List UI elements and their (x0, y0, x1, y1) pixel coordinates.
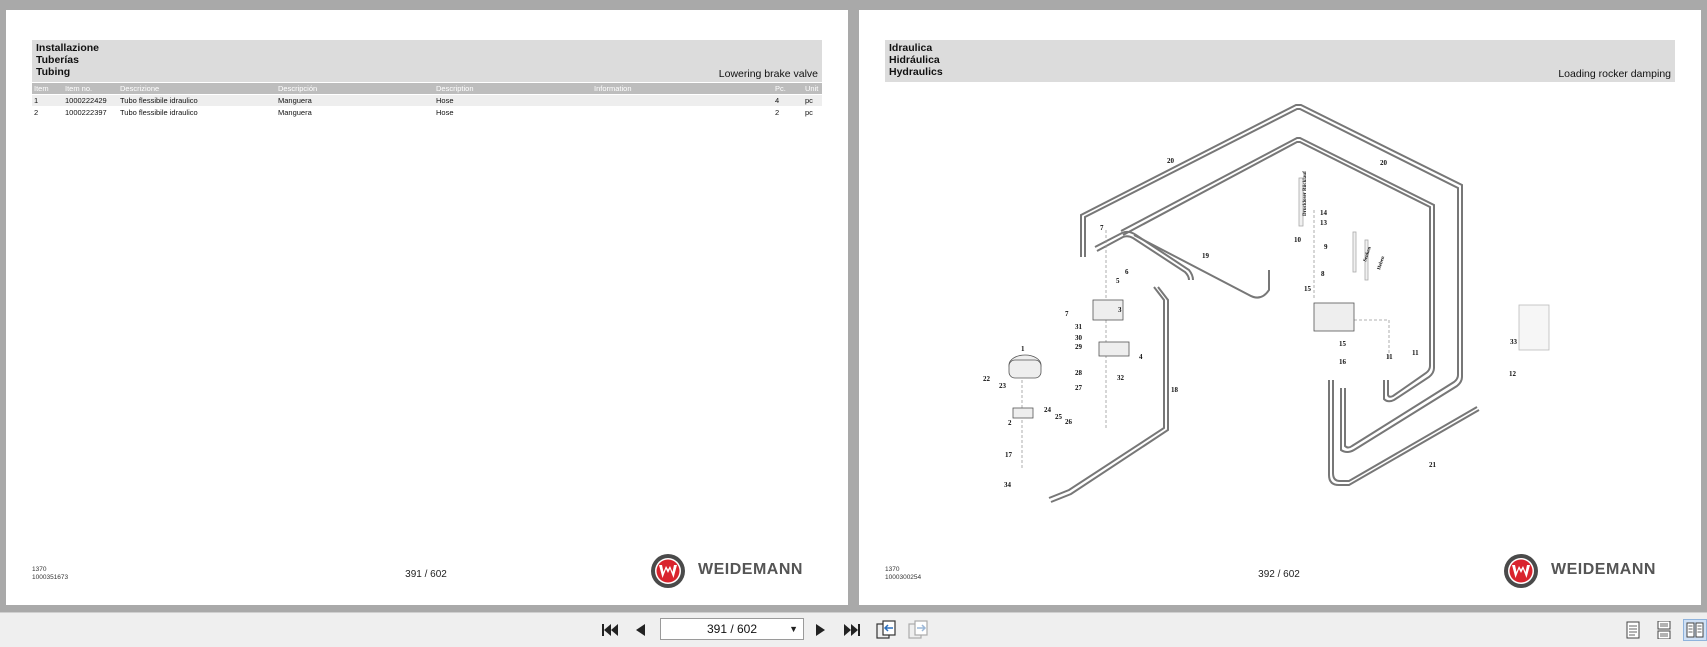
continuous-page-view-button[interactable] (1652, 619, 1676, 641)
footer-id (32, 566, 68, 582)
go-back-icon (875, 620, 897, 640)
label-20: 20 (1380, 159, 1387, 167)
col-descrizione: Descrizione (120, 84, 160, 93)
label-31: 31 (1075, 323, 1082, 331)
page-indicator: 391 / 602 (706, 622, 758, 636)
label-19: 19 (1202, 252, 1209, 260)
brand-name: WEIDEMANN (698, 561, 803, 578)
row-item: 1 (34, 96, 39, 105)
viewer-toolbar (0, 612, 1707, 647)
header-line-es: Tuberías (36, 54, 79, 66)
two-page-icon (1686, 622, 1704, 638)
label-13: 13 (1320, 219, 1327, 227)
row-pc: 4 (775, 96, 780, 105)
parts-table-header (32, 83, 822, 94)
label-9: 9 (1324, 243, 1328, 251)
right-page (859, 10, 1701, 605)
footer-id (885, 566, 921, 582)
label-23: 23 (999, 382, 1006, 390)
row-description: Hose (436, 108, 454, 117)
label-33: 33 (1510, 338, 1517, 346)
header-title: Loading rocker damping (1558, 68, 1671, 80)
go-forward-icon (907, 620, 929, 640)
header-line-it: Idraulica (889, 42, 933, 54)
label-heben: Heben (1377, 255, 1387, 271)
row-unit: pc (805, 108, 813, 117)
page-header (885, 40, 1675, 82)
footer-doc-no: 1000300254 (885, 574, 922, 581)
label-21: 21 (1429, 461, 1436, 469)
col-unit: Unit (805, 84, 819, 93)
row-descrizione: Tubo flessibile idraulico (120, 108, 198, 117)
label-12: 12 (1509, 370, 1516, 378)
row-description: Hose (436, 96, 454, 105)
label-24: 24 (1044, 406, 1051, 414)
row-descripcion: Manguera (278, 96, 312, 105)
label-32: 32 (1117, 374, 1124, 382)
go-forward-button[interactable] (906, 619, 930, 641)
table-row (32, 107, 822, 118)
label-34: 34 (1004, 481, 1011, 489)
label-16: 16 (1339, 358, 1346, 366)
label-14: 14 (1320, 209, 1327, 217)
previous-page-icon (633, 622, 647, 638)
next-page-icon (814, 622, 828, 638)
footer-model: 1370 (885, 566, 900, 573)
footer-page-number: 391 / 602 (405, 569, 447, 580)
col-information: Information (594, 84, 632, 93)
table-row (32, 95, 822, 106)
last-page-button[interactable] (840, 619, 864, 641)
hydraulic-diagram (859, 90, 1701, 540)
chevron-down-icon: ▼ (789, 624, 798, 634)
label-25: 25 (1055, 413, 1062, 421)
header-line-en: Hydraulics (889, 66, 943, 78)
col-descripcion: Descripción (278, 84, 318, 93)
row-descripcion: Manguera (278, 108, 312, 117)
left-page (6, 10, 848, 605)
header-title: Lowering brake valve (718, 68, 818, 80)
label-15: 15 (1339, 340, 1346, 348)
label-15: 15 (1304, 285, 1311, 293)
row-item-no: 1000222429 (65, 96, 107, 105)
label-5: 5 (1116, 277, 1120, 285)
row-descrizione: Tubo flessibile idraulico (120, 96, 198, 105)
two-page-view-button[interactable] (1683, 619, 1707, 641)
header-line-it: Installazione (36, 42, 100, 54)
row-item-no: 1000222397 (65, 108, 107, 117)
first-page-button[interactable] (598, 619, 622, 641)
first-page-icon (601, 622, 619, 638)
col-description: Description (436, 84, 474, 93)
label-11: 11 (1386, 353, 1393, 361)
single-page-view-button[interactable] (1621, 619, 1645, 641)
label-17: 17 (1005, 451, 1012, 459)
label-27: 27 (1075, 384, 1082, 392)
label-18: 18 (1171, 386, 1178, 394)
single-page-icon (1625, 621, 1641, 639)
page-header (32, 40, 822, 82)
footer-doc-no: 1000351673 (32, 574, 69, 581)
row-item: 2 (34, 108, 39, 117)
label-28: 28 (1075, 369, 1082, 377)
footer-model: 1370 (32, 566, 47, 573)
label-22: 22 (983, 375, 990, 383)
weidemann-w-icon (1503, 553, 1539, 589)
row-pc: 2 (775, 108, 780, 117)
label-senken: Senken (1363, 246, 1373, 263)
go-back-button[interactable] (874, 619, 898, 641)
label-1: 1 (1021, 345, 1025, 353)
label-26: 26 (1065, 418, 1072, 426)
brand-name: WEIDEMANN (1551, 561, 1656, 578)
label-2: 2 (1008, 419, 1012, 427)
col-pc: Pc. (775, 84, 786, 93)
weidemann-w-icon (650, 553, 686, 589)
weidemann-logo (1495, 551, 1685, 591)
label-8: 8 (1321, 270, 1325, 278)
label-7: 7 (1100, 224, 1104, 232)
weidemann-logo (642, 551, 832, 591)
next-page-button[interactable] (809, 619, 833, 641)
continuous-page-icon (1656, 621, 1672, 639)
label-29: 29 (1075, 343, 1082, 351)
label-20: 20 (1167, 157, 1174, 165)
footer-page-number: 392 / 602 (1258, 569, 1300, 580)
label-7: 7 (1065, 310, 1069, 318)
label-3: 3 (1118, 306, 1122, 314)
row-unit: pc (805, 96, 813, 105)
label-30: 30 (1075, 334, 1082, 342)
previous-page-button[interactable] (628, 619, 652, 641)
col-item: Item (34, 84, 49, 93)
label-6: 6 (1125, 268, 1129, 276)
label-11: 11 (1412, 349, 1419, 357)
header-line-es: Hidráulica (889, 54, 940, 66)
label-druckloser-ruecklauf: Druckloser Rücklauf (1303, 171, 1308, 216)
label-10: 10 (1294, 236, 1301, 244)
col-item-no: Item no. (65, 84, 93, 93)
last-page-icon (843, 622, 861, 638)
header-line-en: Tubing (36, 66, 71, 78)
label-4: 4 (1139, 353, 1143, 361)
page-number-select[interactable] (660, 618, 804, 640)
